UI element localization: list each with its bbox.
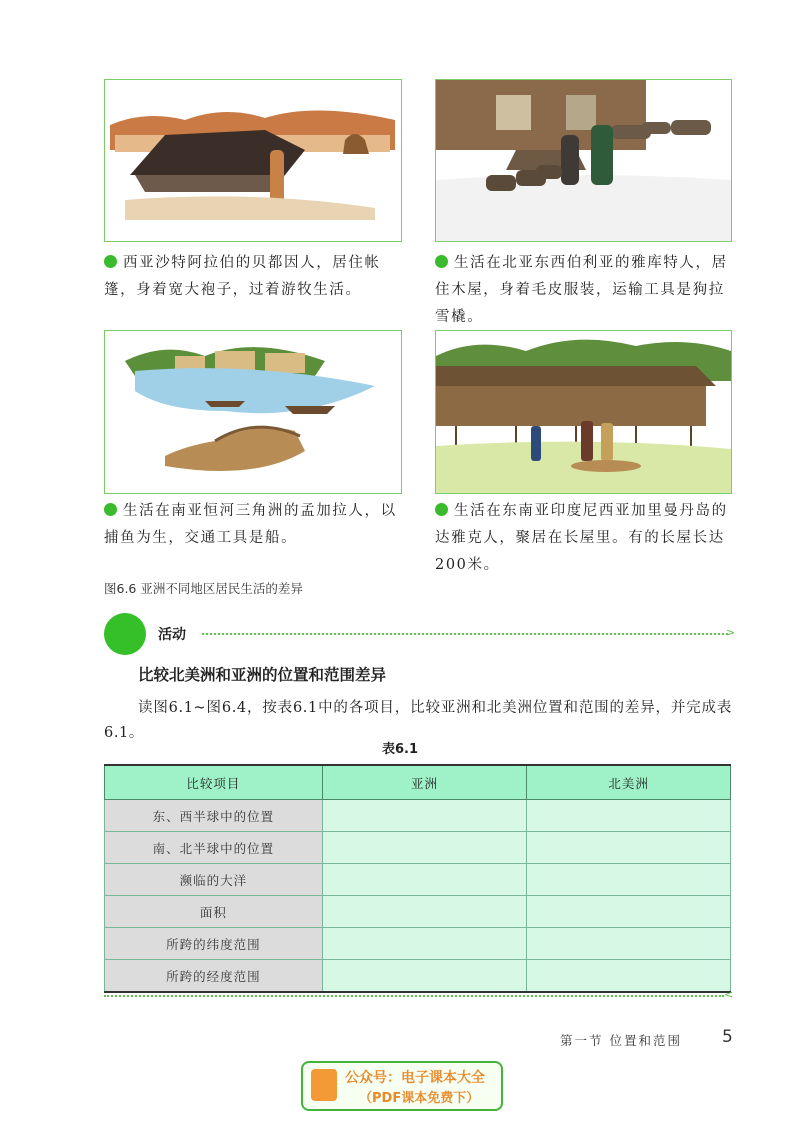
bullet-dot-icon xyxy=(104,255,117,268)
activity-circle-icon xyxy=(104,613,146,655)
north-america-cell[interactable] xyxy=(527,896,731,928)
activity-subheading: 比较北美洲和亚洲的位置和范围差异 xyxy=(138,666,387,684)
asia-cell[interactable] xyxy=(322,832,527,864)
figure-dayak xyxy=(435,330,732,494)
figure-yakut xyxy=(435,79,732,242)
row-label: 面积 xyxy=(105,896,323,928)
asia-cell[interactable] xyxy=(322,960,527,993)
caption-text: 西亚沙特阿拉伯的贝都因人，居住帐篷，身着宽大袍子，过着游牧生活。 xyxy=(104,255,381,298)
table-row xyxy=(105,896,731,928)
activity-label: 活动 xyxy=(158,627,186,643)
bullet-dot-icon xyxy=(435,503,448,516)
table-title: 表6.1 xyxy=(381,742,419,757)
caption-bengal xyxy=(104,498,400,552)
header-asia: 亚洲 xyxy=(322,765,527,800)
caption-text: 生活在南亚恒河三角洲的孟加拉人，以捕鱼为生，交通工具是船。 xyxy=(104,503,397,546)
table-row xyxy=(105,832,731,864)
bengal-illustration xyxy=(105,331,401,493)
yakut-illustration xyxy=(436,80,731,241)
bullet-dot-icon xyxy=(435,255,448,268)
north-america-cell[interactable] xyxy=(527,960,731,993)
watermark-banner xyxy=(301,1061,503,1111)
footer-section: 第一节 位置和范围 xyxy=(560,1033,682,1048)
row-label: 所跨的纬度范围 xyxy=(105,928,323,960)
north-america-cell[interactable] xyxy=(527,928,731,960)
row-label: 濒临的大洋 xyxy=(105,864,323,896)
dayak-illustration xyxy=(436,331,731,493)
asia-cell[interactable] xyxy=(322,864,527,896)
book-icon xyxy=(311,1069,337,1101)
table-row xyxy=(105,928,731,960)
header-item: 比较项目 xyxy=(105,765,323,800)
header-north-america: 北美洲 xyxy=(527,765,731,800)
caption-dayak xyxy=(435,498,731,579)
figure-title: 图6.6 亚洲不同地区居民生活的差异 xyxy=(104,581,303,596)
bullet-dot-icon xyxy=(104,503,117,516)
caption-bedouin xyxy=(104,250,400,304)
watermark-line2: （PDF课本免费下） xyxy=(359,1091,480,1106)
table-row xyxy=(105,864,731,896)
arrow-right-icon: > xyxy=(726,626,736,639)
table-row xyxy=(105,800,731,832)
asia-cell[interactable] xyxy=(322,928,527,960)
north-america-cell[interactable] xyxy=(527,864,731,896)
asia-cell[interactable] xyxy=(322,800,527,832)
caption-text: 生活在北亚东西伯利亚的雅库特人，居住木屋，身着毛皮服装，运输工具是狗拉雪橇。 xyxy=(435,255,728,325)
page-number: 5 xyxy=(722,1027,733,1047)
figure-bengal xyxy=(104,330,402,494)
caption-text: 生活在东南亚印度尼西亚加里曼丹岛的达雅克人，聚居在长屋里。有的长屋长达200米。 xyxy=(435,503,728,573)
watermark-line1: 公众号：电子课本大全 xyxy=(345,1070,485,1086)
figure-bedouin xyxy=(104,79,402,242)
north-america-cell[interactable] xyxy=(527,832,731,864)
row-label: 南、北半球中的位置 xyxy=(105,832,323,864)
row-label: 所跨的经度范围 xyxy=(105,960,323,993)
comparison-table xyxy=(104,764,731,993)
arrow-left-icon: < xyxy=(724,988,734,1001)
activity-body: 读图6.1~图6.4，按表6.1中的各项目，比较亚洲和北美洲位置和范围的差异，并完成表6.1。 xyxy=(104,700,732,741)
row-label: 东、西半球中的位置 xyxy=(105,800,323,832)
caption-yakut xyxy=(435,250,731,331)
asia-cell[interactable] xyxy=(322,896,527,928)
bedouin-illustration xyxy=(105,80,401,241)
activity-divider xyxy=(202,633,728,635)
section-end-divider xyxy=(104,995,724,997)
table-row xyxy=(105,960,731,993)
north-america-cell[interactable] xyxy=(527,800,731,832)
table-header-row xyxy=(105,765,731,800)
